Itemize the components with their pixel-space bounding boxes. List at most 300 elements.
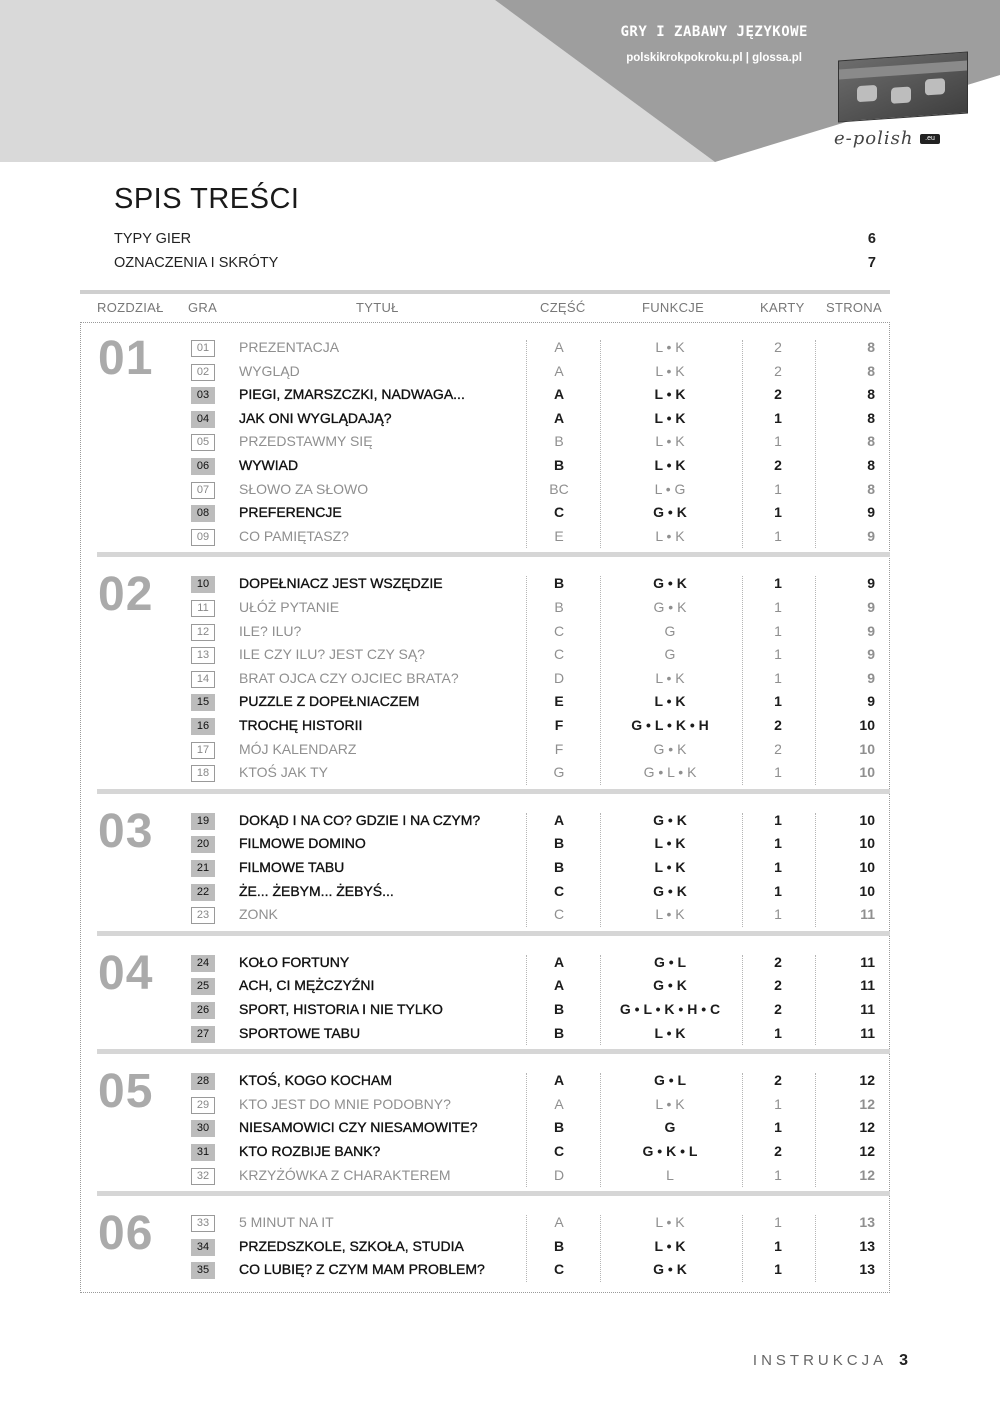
game-part: A	[554, 1214, 564, 1231]
game-page: 9	[867, 669, 875, 686]
game-cards: 1	[774, 1095, 782, 1112]
game-page: 11	[860, 1001, 875, 1017]
game-page: 13	[859, 1214, 875, 1231]
chapter-number: 03	[98, 804, 154, 858]
game-number-box: 35	[191, 1262, 215, 1279]
game-cards: 2	[774, 740, 782, 757]
game-functions: L • K	[654, 859, 686, 875]
game-page: 10	[859, 764, 875, 781]
toc-row[interactable]	[190, 1119, 890, 1143]
column-divider	[742, 1215, 743, 1282]
header-websites: polskikrokpokroku.pl | glossa.pl	[626, 52, 802, 64]
game-number-box: 23	[191, 907, 215, 924]
game-title: KRZYŻÓWKA Z CHARAKTEREM	[239, 1166, 451, 1183]
game-functions: L • K	[654, 457, 686, 473]
game-functions: L • K	[655, 527, 685, 544]
game-part: F	[554, 717, 564, 733]
game-number-box: 12	[191, 624, 215, 641]
toc-row[interactable]	[190, 717, 890, 741]
game-number-box: 16	[191, 718, 215, 735]
toc-row[interactable]	[190, 528, 890, 552]
game-page: 13	[859, 1261, 875, 1278]
game-functions: G • K	[653, 504, 687, 521]
game-number-box: 32	[191, 1168, 215, 1185]
game-part: D	[553, 669, 565, 686]
column-divider	[742, 340, 743, 548]
game-number-box: 09	[191, 529, 215, 546]
game-number-box: 28	[191, 1073, 215, 1090]
column-divider	[600, 813, 601, 927]
game-cards: 1	[774, 1024, 782, 1041]
column-divider	[600, 955, 601, 1045]
game-number-box: 07	[191, 482, 215, 499]
game-cards: 2	[774, 1143, 782, 1159]
toc-row[interactable]	[190, 1214, 890, 1238]
game-part: C	[553, 622, 565, 639]
game-functions: G • L	[653, 953, 687, 970]
game-title: FILMOWE DOMINO	[239, 835, 366, 852]
column-header-part: CZĘŚĆ	[540, 300, 586, 315]
game-page: 9	[867, 575, 875, 592]
game-cards: 1	[774, 764, 782, 781]
intro-entry[interactable]	[114, 255, 876, 271]
game-cards: 1	[774, 480, 782, 497]
game-page: 8	[867, 339, 875, 355]
game-number-box: 15	[191, 694, 215, 711]
game-part: A	[553, 977, 565, 994]
column-divider	[526, 955, 527, 1045]
game-page: 8	[867, 409, 875, 426]
game-page: 12	[859, 1095, 875, 1112]
game-page: 8	[867, 480, 875, 497]
game-functions: L • G	[654, 480, 686, 497]
page-number: 3	[899, 1352, 908, 1369]
game-page: 12	[859, 1143, 875, 1159]
game-part: A	[553, 811, 565, 828]
game-functions: G • K • L	[642, 1143, 698, 1159]
game-page: 9	[867, 693, 875, 710]
game-part: B	[553, 859, 565, 875]
game-title: WYWIAD	[239, 457, 299, 473]
chapter-number: 02	[98, 568, 154, 622]
game-functions: L • K	[655, 433, 685, 450]
game-functions: L	[666, 1166, 674, 1183]
game-page: 11	[860, 977, 875, 994]
column-header-cards: KARTY	[760, 300, 805, 315]
game-title: SŁOWO ZA SŁOWO	[239, 480, 369, 497]
game-title: ZONK	[239, 906, 278, 923]
game-cards: 2	[774, 362, 782, 379]
game-cards: 1	[774, 527, 782, 544]
game-functions: G • K	[653, 811, 687, 828]
column-header-title: TYTUŁ	[356, 300, 399, 315]
game-functions: L • K	[655, 339, 685, 355]
game-cards: 1	[774, 859, 782, 875]
game-cards: 1	[774, 433, 782, 450]
game-functions: L • K	[654, 1024, 686, 1041]
chapter-separator	[97, 931, 890, 936]
toc-row[interactable]	[190, 599, 890, 623]
game-page: 8	[867, 362, 875, 379]
toc-row[interactable]	[190, 1096, 890, 1120]
game-title: ILE CZY ILU? JEST CZY SĄ?	[239, 646, 425, 663]
game-title: DOPEŁNIACZ JEST WSZĘDZIE	[239, 575, 443, 592]
page-title: SPIS TREŚCI	[114, 183, 300, 215]
game-part: C	[553, 1143, 565, 1159]
column-divider	[526, 813, 527, 927]
chapter-separator	[97, 789, 890, 794]
toc-row[interactable]	[190, 457, 890, 481]
game-part: C	[553, 882, 565, 899]
game-number-box: 20	[191, 836, 215, 853]
game-part: C	[553, 906, 565, 923]
chapter-number: 04	[98, 946, 154, 1000]
game-title: SPORT, HISTORIA I NIE TYLKO	[239, 1001, 443, 1017]
game-cards: 1	[774, 882, 782, 899]
game-page: 11	[860, 1024, 875, 1041]
game-cards: 1	[774, 599, 782, 615]
column-divider	[815, 1215, 816, 1282]
game-functions: G • L • K • H • C	[619, 1001, 721, 1017]
toc-row[interactable]	[190, 835, 890, 859]
column-divider	[742, 1073, 743, 1187]
game-title: KTOŚ JAK TY	[239, 764, 328, 781]
toc-row[interactable]	[190, 812, 890, 836]
game-title: TROCHĘ HISTORII	[239, 717, 363, 733]
game-functions: G • K	[653, 977, 687, 994]
game-part: A	[553, 409, 565, 426]
game-functions: G • L	[653, 1072, 687, 1089]
toc-row[interactable]	[190, 433, 890, 457]
game-cards: 2	[774, 386, 782, 403]
game-functions: G • L • K	[643, 764, 697, 781]
toc-row[interactable]	[190, 670, 890, 694]
game-part: A	[554, 362, 564, 379]
toc-row[interactable]	[190, 906, 890, 930]
game-page: 12	[859, 1119, 875, 1136]
game-number-box: 08	[191, 505, 215, 522]
toc-row[interactable]	[190, 883, 890, 907]
column-divider	[526, 576, 527, 784]
game-part: B	[553, 835, 565, 852]
game-cards: 1	[774, 1214, 782, 1231]
game-number-box: 30	[191, 1120, 215, 1137]
column-divider	[815, 576, 816, 784]
game-title: CO PAMIĘTASZ?	[239, 527, 349, 544]
toc-row[interactable]	[190, 741, 890, 765]
e-polish-logo: e-polish	[834, 128, 914, 149]
game-title: ILE? ILU?	[239, 622, 302, 639]
game-part: B	[553, 575, 565, 592]
game-part: BC	[549, 480, 569, 497]
game-cards: 1	[774, 622, 782, 639]
game-page: 9	[867, 646, 875, 663]
game-functions: L • K	[654, 386, 686, 403]
footer-label: INSTRUKCJA	[752, 1352, 888, 1369]
game-title: DOKĄD I NA CO? GDZIE I NA CZYM?	[239, 811, 481, 828]
column-header-page: STRONA	[826, 300, 882, 315]
game-functions: G • K	[653, 575, 687, 592]
game-title: BRAT OJCA CZY OJCIEC BRATA?	[239, 669, 459, 686]
game-part: C	[553, 646, 565, 663]
game-cards: 1	[774, 906, 782, 923]
game-page: 10	[859, 811, 875, 828]
game-title: NIESAMOWICI CZY NIESAMOWITE?	[239, 1119, 478, 1136]
toc-row[interactable]	[190, 504, 890, 528]
game-title: ACH, CI MĘŻCZYŹNI	[239, 977, 375, 994]
game-title: ŻE... ŻEBYM... ŻEBYŚ...	[239, 882, 394, 899]
toc-row[interactable]	[190, 1261, 890, 1285]
chapter-separator	[97, 1049, 890, 1054]
column-header-game: GRA	[188, 300, 218, 315]
game-functions: L • K	[654, 409, 686, 426]
game-page: 13	[859, 1237, 875, 1254]
intro-entry-label: TYPY GIER	[114, 231, 192, 247]
game-functions: G	[664, 622, 676, 639]
column-divider	[742, 576, 743, 784]
e-polish-logo-badge: .eu	[920, 134, 940, 144]
game-title: MÓJ KALENDARZ	[239, 740, 357, 757]
game-number-box: 21	[191, 860, 215, 877]
toc-row[interactable]	[190, 1025, 890, 1049]
game-title: KTO JEST DO MNIE PODOBNY?	[239, 1095, 451, 1112]
game-part: A	[554, 339, 564, 355]
game-cards: 2	[774, 953, 782, 970]
column-divider	[815, 813, 816, 927]
toc-row[interactable]	[190, 623, 890, 647]
game-functions: L • K	[655, 1095, 685, 1112]
game-number-box: 22	[191, 884, 215, 901]
column-header-functions: FUNKCJE	[642, 300, 705, 315]
game-page: 12	[859, 1166, 875, 1183]
game-part: G	[553, 764, 565, 781]
toc-row[interactable]	[190, 1001, 890, 1025]
game-number-box: 14	[191, 671, 215, 688]
game-part: C	[553, 504, 565, 521]
toc-row[interactable]	[190, 575, 890, 599]
column-divider	[815, 955, 816, 1045]
toc-row[interactable]	[190, 859, 890, 883]
game-title: PIEGI, ZMARSZCZKI, NADWAGA...	[239, 386, 465, 403]
toc-row[interactable]	[190, 1167, 890, 1191]
game-part: F	[554, 740, 564, 757]
game-page: 8	[867, 433, 875, 450]
game-title: PUZZLE Z DOPEŁNIACZEM	[239, 693, 420, 710]
game-functions: L • K	[655, 906, 685, 923]
game-part: A	[553, 386, 565, 403]
game-page: 9	[867, 504, 875, 521]
game-cards: 2	[774, 1072, 782, 1089]
game-functions: G • L • K • H	[631, 717, 709, 733]
game-title: PRZEDSTAWMY SIĘ	[239, 433, 373, 450]
game-title: JAK ONI WYGLĄDAJĄ?	[239, 409, 392, 426]
game-page: 10	[859, 859, 875, 875]
game-cards: 1	[774, 669, 782, 686]
game-title: PREFERENCJE	[239, 504, 342, 521]
game-cards: 1	[774, 693, 782, 710]
toc-row[interactable]	[190, 1072, 890, 1096]
game-cards: 1	[774, 646, 782, 663]
chapter-number: 01	[98, 332, 154, 385]
game-title: KTO ROZBIJE BANK?	[239, 1143, 381, 1159]
game-part: A	[554, 1095, 564, 1112]
game-functions: G • K	[653, 882, 687, 899]
chapter-separator	[97, 552, 890, 557]
game-part: B	[553, 1024, 565, 1041]
game-page: 10	[859, 740, 875, 757]
game-number-box: 11	[191, 600, 215, 617]
chapter-number: 05	[98, 1065, 154, 1119]
game-page: 11	[860, 953, 875, 970]
game-number-box: 31	[191, 1144, 215, 1161]
toc-row[interactable]	[190, 1143, 890, 1167]
game-number-box: 13	[191, 647, 215, 664]
column-divider	[742, 813, 743, 927]
game-number-box: 02	[191, 364, 215, 381]
column-divider	[600, 340, 601, 548]
toc-row[interactable]	[190, 977, 890, 1001]
game-part: B	[553, 1237, 565, 1254]
game-title: WYGLĄD	[239, 362, 300, 379]
toc-row[interactable]	[190, 481, 890, 505]
game-title: KTOŚ, KOGO KOCHAM	[239, 1072, 392, 1089]
game-title: 5 MINUT NA IT	[239, 1214, 334, 1231]
chapter-separator	[97, 1191, 890, 1196]
game-cards: 1	[774, 1261, 782, 1278]
game-functions: G • K	[653, 599, 687, 615]
game-title: CO LUBIĘ? Z CZYM MAM PROBLEM?	[239, 1261, 485, 1278]
header-divider	[80, 290, 890, 294]
game-part: B	[554, 433, 564, 450]
game-cards: 1	[774, 504, 782, 521]
game-title: KOŁO FORTUNY	[239, 953, 350, 970]
game-number-box: 05	[191, 434, 215, 451]
intro-entry-page: 7	[867, 255, 876, 271]
game-cards: 1	[774, 1237, 782, 1254]
intro-entry-page: 6	[867, 231, 876, 247]
game-number-box: 27	[191, 1026, 215, 1043]
column-divider	[815, 340, 816, 548]
column-divider	[526, 1073, 527, 1187]
game-functions: G	[664, 1119, 676, 1136]
column-divider	[526, 340, 527, 548]
column-divider	[600, 1073, 601, 1187]
game-cards: 2	[774, 339, 782, 355]
game-number-box: 03	[191, 387, 215, 404]
game-cards: 1	[774, 1166, 782, 1183]
column-divider	[600, 576, 601, 784]
game-functions: L • K	[654, 693, 686, 710]
game-number-box: 06	[191, 458, 215, 475]
game-part: A	[553, 953, 565, 970]
game-page: 9	[867, 599, 875, 615]
game-number-box: 26	[191, 1002, 215, 1019]
game-part: B	[553, 457, 565, 473]
game-page: 9	[867, 527, 875, 544]
game-number-box: 10	[191, 576, 215, 593]
game-page: 8	[867, 386, 875, 403]
game-title: FILMOWE TABU	[239, 859, 345, 875]
game-functions: G	[664, 646, 676, 663]
game-cards: 2	[774, 1001, 782, 1017]
game-part: B	[554, 599, 564, 615]
game-page: 10	[859, 835, 875, 852]
game-part: E	[554, 527, 564, 544]
game-part: E	[554, 693, 564, 710]
column-divider	[742, 955, 743, 1045]
book-cover-image	[838, 51, 968, 122]
game-title: PREZENTACJA	[239, 339, 340, 355]
intro-entry[interactable]	[114, 231, 876, 247]
game-functions: G • K	[653, 740, 687, 757]
game-cards: 2	[774, 457, 782, 473]
game-functions: L • K	[655, 1214, 685, 1231]
column-divider	[526, 1215, 527, 1282]
game-functions: L • K	[655, 362, 685, 379]
game-cards: 1	[774, 409, 782, 426]
intro-entry-label: OZNACZENIA I SKRÓTY	[114, 255, 279, 271]
game-number-box: 18	[191, 765, 215, 782]
game-part: A	[553, 1072, 565, 1089]
game-part: D	[553, 1166, 565, 1183]
game-cards: 1	[774, 835, 782, 852]
game-page: 12	[859, 1072, 875, 1089]
game-number-box: 25	[191, 978, 215, 995]
column-divider	[600, 1215, 601, 1282]
game-functions: G • K	[653, 1261, 687, 1278]
game-cards: 1	[774, 811, 782, 828]
header-title: GRY I ZABAWY JĘZYKOWE	[620, 24, 808, 40]
column-divider	[815, 1073, 816, 1187]
page-footer	[753, 1352, 908, 1370]
chapter-number: 06	[98, 1207, 154, 1261]
toc-row[interactable]	[190, 386, 890, 410]
column-header-chapter: ROZDZIAŁ	[97, 300, 164, 315]
game-cards: 1	[774, 575, 782, 592]
game-number-box: 19	[191, 813, 215, 830]
game-number-box: 29	[191, 1097, 215, 1114]
toc-row[interactable]	[190, 339, 890, 363]
game-functions: L • K	[655, 669, 685, 686]
game-part: B	[553, 1001, 565, 1017]
game-functions: L • K	[654, 1237, 686, 1254]
game-cards: 1	[774, 1119, 782, 1136]
game-number-box: 33	[191, 1215, 215, 1232]
game-cards: 2	[774, 717, 782, 733]
game-functions: L • K	[654, 835, 686, 852]
game-page: 8	[867, 457, 875, 473]
toc-row[interactable]	[190, 646, 890, 670]
toc-row[interactable]	[190, 764, 890, 788]
game-part: B	[553, 1119, 565, 1136]
toc-row[interactable]	[190, 954, 890, 978]
game-number-box: 04	[191, 411, 215, 428]
game-title: UŁÓŻ PYTANIE	[239, 599, 340, 615]
game-number-box: 24	[191, 955, 215, 972]
game-part: C	[553, 1261, 565, 1278]
game-number-box: 34	[191, 1239, 215, 1256]
game-number-box: 01	[191, 340, 215, 357]
game-page: 10	[859, 717, 875, 733]
game-page: 11	[860, 906, 875, 923]
toc-row[interactable]	[190, 693, 890, 717]
game-page: 10	[859, 882, 875, 899]
game-title: PRZEDSZKOLE, SZKOŁA, STUDIA	[239, 1237, 464, 1254]
game-cards: 2	[774, 977, 782, 994]
toc-row[interactable]	[190, 363, 890, 387]
toc-row[interactable]	[190, 1238, 890, 1262]
toc-row[interactable]	[190, 410, 890, 434]
